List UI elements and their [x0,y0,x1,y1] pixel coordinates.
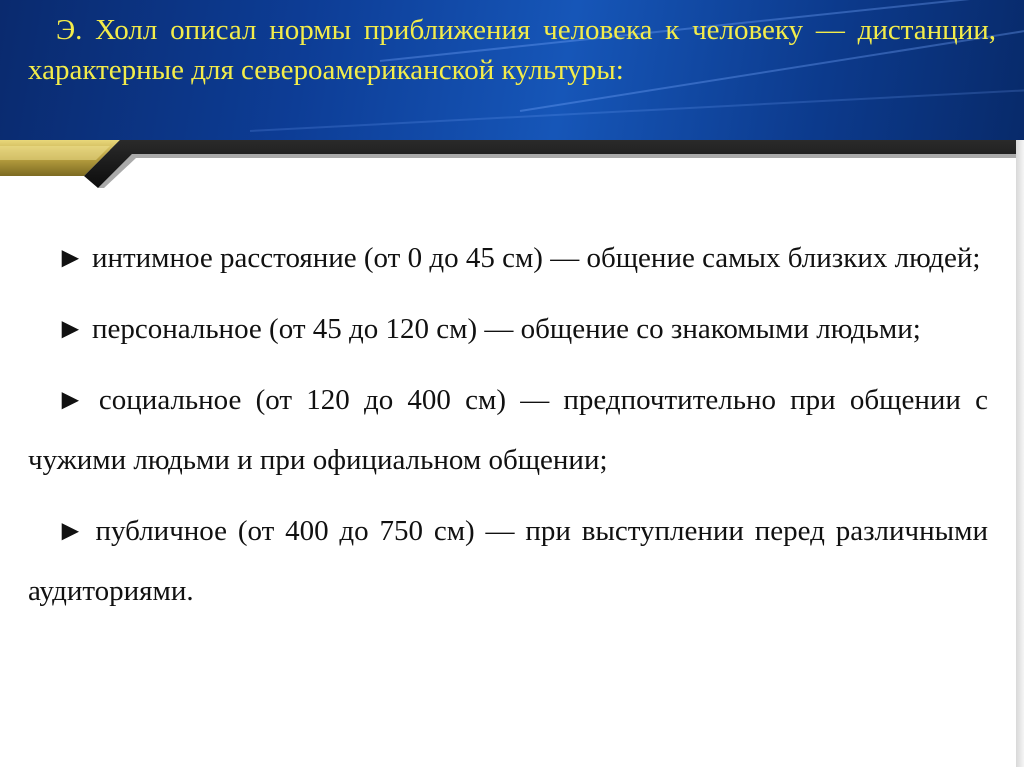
list-item-text: публичное (от 400 до 750 см) — при выступлении перед различными аудиториями. [28,515,989,607]
list-item-text: интимное расстояние (от 0 до 45 см) — общение самых близких людей; [91,242,981,274]
list-item-text: персональное (от 45 до 120 см) — общение со знакомыми людьми; [91,313,921,345]
list-item [28,228,988,288]
list-item [28,299,988,359]
list-item [28,501,988,621]
gold-accent-stripe [0,146,110,160]
bullet-icon: ► [56,515,85,547]
dark-band-shadow [98,154,1024,188]
slide-title: Э. Холл описал нормы приближения человека к человеку — дистанции, характерные для североамериканской культуры: [28,14,996,86]
dark-band [84,140,1024,188]
list-item-text: социальное (от 120 до 400 см) — предпочтительно при общении с чужими людьми и при официальном общении; [28,384,988,476]
distance-list [28,228,988,632]
bullet-icon: ► [56,242,85,274]
right-edge-shadow [1016,140,1024,767]
list-item [28,370,988,490]
bullet-icon: ► [56,313,85,345]
header-streak [250,88,1024,132]
bullet-icon: ► [56,384,85,416]
header-decoration-band [0,132,1024,188]
header-banner [0,0,1024,150]
